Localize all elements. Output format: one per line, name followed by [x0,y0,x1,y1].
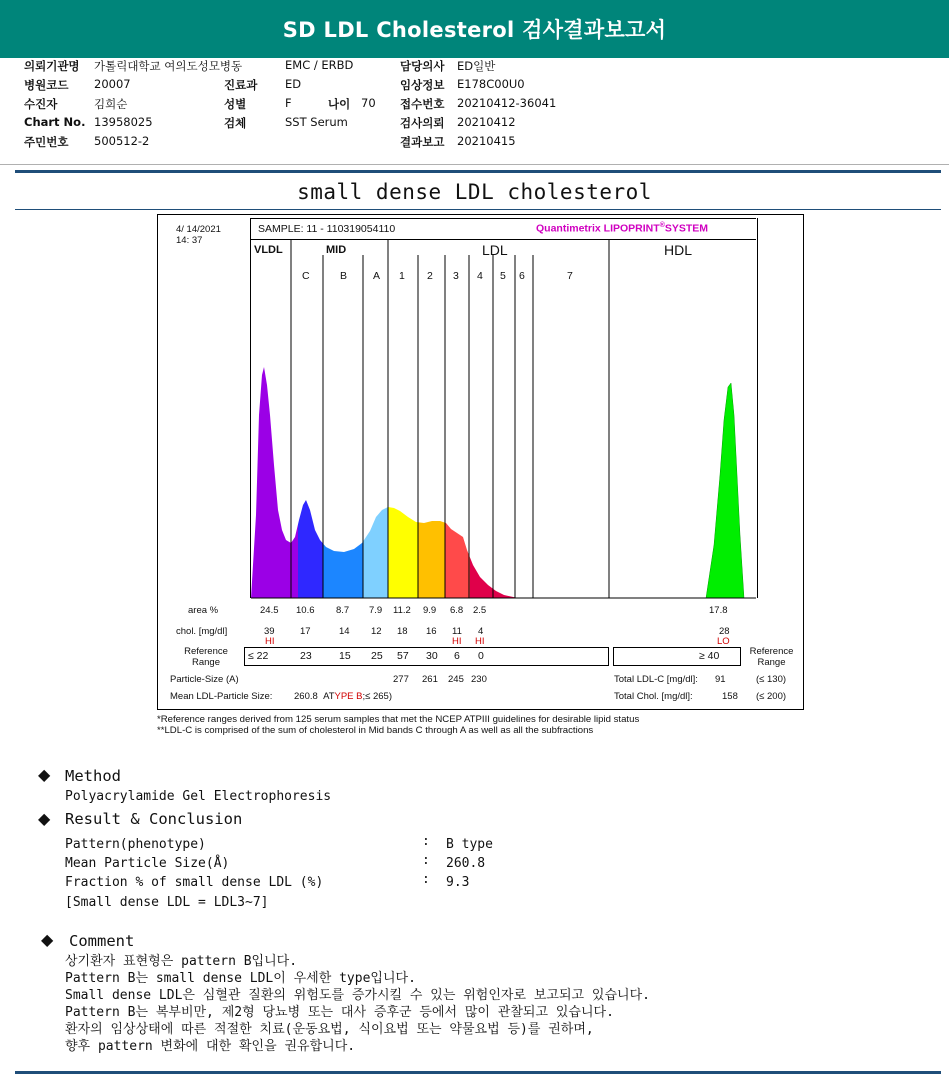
brand-mark: ® [659,222,665,229]
bottom-rule [15,1071,941,1074]
method-bullet-icon: ◆ [38,765,51,784]
flag-3: HI [452,636,462,647]
band-4: 4 [477,270,483,282]
value-age: 70 [361,96,376,110]
area-3: 6.8 [450,605,464,616]
info-row-1 [24,58,924,76]
label-resident-no: 주민번호 [24,135,69,149]
band-dividers [251,239,756,598]
result-label-pattern: Pattern(phenotype) [65,837,206,852]
mean-type-b: YPE B [334,691,363,702]
ref-box-right [613,647,741,666]
band-1: 1 [399,270,405,282]
total-ldl-label: Total LDL-C [mg/dl]: [614,674,698,685]
comment-line-2: Pattern B는 small dense LDL이 우세한 type입니다. [65,971,416,986]
footnote-2: **LDL-C is comprised of the sum of cholesterol in Mid bands C through A as well as all the subfractions [157,725,594,736]
value-specimen: SST Serum [285,115,348,129]
area-c: 10.6 [296,605,315,616]
label-receipt-no: 접수번호 [400,97,445,111]
area-4: 2.5 [473,605,487,616]
result-bullet-icon: ◆ [38,809,51,828]
header-divider [0,164,949,165]
ref-3: 6 [454,650,460,662]
group-mid: MID [326,244,347,256]
result-value-size: 260.8 [446,856,486,871]
band-b: B [340,270,348,282]
label-specimen: 검체 [224,116,247,130]
ref-b: 15 [339,650,351,662]
chol-3: 11 [452,626,462,637]
area-b: 8.7 [336,605,350,616]
section-title: small dense LDL cholesterol [297,180,652,204]
ref-c: 23 [300,650,312,662]
label-chart-no: Chart No. [24,115,86,129]
band-3: 3 [453,270,459,282]
area-label: area % [188,605,219,616]
comment-line-1: 상기환자 표현형은 pattern B입니다. [65,954,298,969]
info-row-4 [24,115,924,133]
chol-b: 14 [339,626,350,637]
result-colon-fraction: : [422,872,430,887]
comment-line-3: Small dense LDL은 심혈관 질환의 위험도를 증가시킬 수 있는 위험인자로 보고되고 있습니다. [65,988,650,1003]
band-2: 2 [427,270,433,282]
band-7: 7 [567,270,573,282]
label-sex: 성별 [224,97,247,111]
value-requesting-org: 가톨릭대학교 여의도성모병동 [94,59,243,73]
top-rule [15,170,941,173]
result-label-size: Mean Particle Size(Å) [65,856,230,871]
chol-4: 4 [478,626,484,637]
comment-line-5: 환자의 임상상태에 따른 적절한 치료(운동요법, 식이요법 또는 약물요법 등)를 권하며, [65,1022,594,1037]
comment-heading: Comment [69,932,135,950]
value-resident-no: 500512-2 [94,134,150,148]
ref-label-right: Reference Range [749,646,794,668]
total-chol-value: 158 [722,691,738,702]
value-sex: F [285,96,292,110]
area-1: 11.2 [393,605,411,616]
band-c: C [302,270,310,282]
ref-label: Reference Range [184,646,228,668]
brand-name: Quantimetrix LIPOPRINT [536,222,660,235]
value-report-date: 20210415 [457,134,516,148]
comment-line-4: Pattern B는 복부비만, 제2형 당뇨병 또는 대사 증후군 등에서 많이 관찰되고 있습니다. [65,1005,614,1020]
particle-4: 230 [471,674,487,685]
ref-2: 30 [426,650,438,662]
info-row-5 [24,134,924,152]
result-value-fraction: 9.3 [446,875,470,890]
particle-3: 245 [448,674,464,685]
value-request-date: 20210412 [457,115,516,129]
label-age: 나이 [328,97,351,111]
method-text: Polyacrylamide Gel Electrophoresis [65,789,332,804]
report-title: SD LDL Cholesterol 검사결과보고서 [0,0,949,58]
flag-hdl: LO [717,636,730,647]
mean-type-a: AT [323,691,335,702]
label-request-date: 검사의뢰 [400,116,445,130]
trace-fill [251,215,530,598]
group-vldl: VLDL [254,244,283,256]
result-colon-pattern: : [422,834,430,849]
chol-vldl: 39 [264,626,275,637]
brand-tail: SYSTEM [664,222,709,235]
value-hospital-code: 20007 [94,77,131,91]
result-colon-size: : [422,853,430,868]
lipoprint-report [157,214,804,710]
ref-a: 25 [371,650,383,662]
value-ward: EMC / ERBD [285,58,354,72]
group-hdl: HDL [664,242,693,258]
chol-hdl: 28 [719,626,730,637]
particle-1: 277 [393,674,409,685]
patient-info [0,58,949,164]
label-report-date: 결과보고 [400,135,445,149]
flag-4: HI [475,636,485,647]
area-hdl: 17.8 [709,605,728,616]
comment-line-6: 향후 pattern 변화에 대한 확인을 권유합니다. [65,1039,356,1054]
band-5: 5 [500,270,506,282]
chol-2: 16 [426,626,437,637]
chol-c: 17 [300,626,311,637]
hdl-peak [706,383,744,598]
value-patient: 김희순 [94,97,128,111]
flag-vldl: HI [265,636,275,647]
footnote-1: *Reference ranges derived from 125 serum samples that met the NCEP ATPIII guidelines for desirable lipid status [157,714,640,725]
chol-a: 12 [371,626,382,637]
result-note: [Small dense LDL = LDL3~7] [65,895,269,910]
info-row-3 [24,96,924,114]
ref-vldl: ≤ 22 [248,650,269,662]
result-heading: Result & Conclusion [65,810,243,828]
area-a: 7.9 [369,605,383,616]
mean-value [294,691,392,702]
value-clinical-info: E178C00U0 [457,77,525,91]
label-department: 진료과 [224,78,258,92]
label-requesting-org: 의뢰기관명 [24,59,80,73]
result-value-pattern: B type [446,837,493,852]
label-patient: 수진자 [24,97,58,111]
value-receipt-no: 20210412-36041 [457,96,557,110]
info-row-2 [24,77,924,95]
report-time: 14: 37 [176,235,203,246]
ref-1: 57 [397,650,409,662]
label-hospital-code: 병원코드 [24,78,69,92]
value-doctor: ED일반 [457,59,496,73]
section-underline [15,209,941,210]
result-label-fraction: Fraction % of small dense LDL (%) [65,875,324,890]
band-6: 6 [519,270,525,282]
group-ldl: LDL [482,242,508,258]
chol-label: chol. [mg/dl] [176,626,228,637]
particle-2: 261 [422,674,438,685]
area-2: 9.9 [423,605,437,616]
ref-hdl: ≥ 40 [699,650,720,662]
total-ldl-ref: (≤ 130) [756,674,787,685]
ref-4: 0 [478,650,484,662]
sample-label: SAMPLE: 11 - 110319054110 [258,223,396,235]
value-chart-no: 13958025 [94,115,153,129]
band-a: A [373,270,381,282]
label-doctor: 담당의사 [400,59,445,73]
value-department: ED [285,77,302,91]
report-date: 4/ 14/2021 [176,224,221,235]
mean-type-c: ;≤ 265) [362,691,393,702]
total-ldl-value: 91 [715,674,726,685]
method-heading: Method [65,767,121,785]
particle-label: Particle-Size (A) [170,674,239,685]
mean-size: 260.8 [294,691,318,702]
total-chol-ref: (≤ 200) [756,691,787,702]
area-vldl: 24.5 [260,605,279,616]
comment-bullet-icon: ◆ [41,930,54,949]
mean-label: Mean LDL-Particle Size: [170,691,273,702]
label-clinical-info: 임상정보 [400,78,445,92]
total-chol-label: Total Chol. [mg/dl]: [614,691,693,702]
chol-1: 18 [397,626,408,637]
